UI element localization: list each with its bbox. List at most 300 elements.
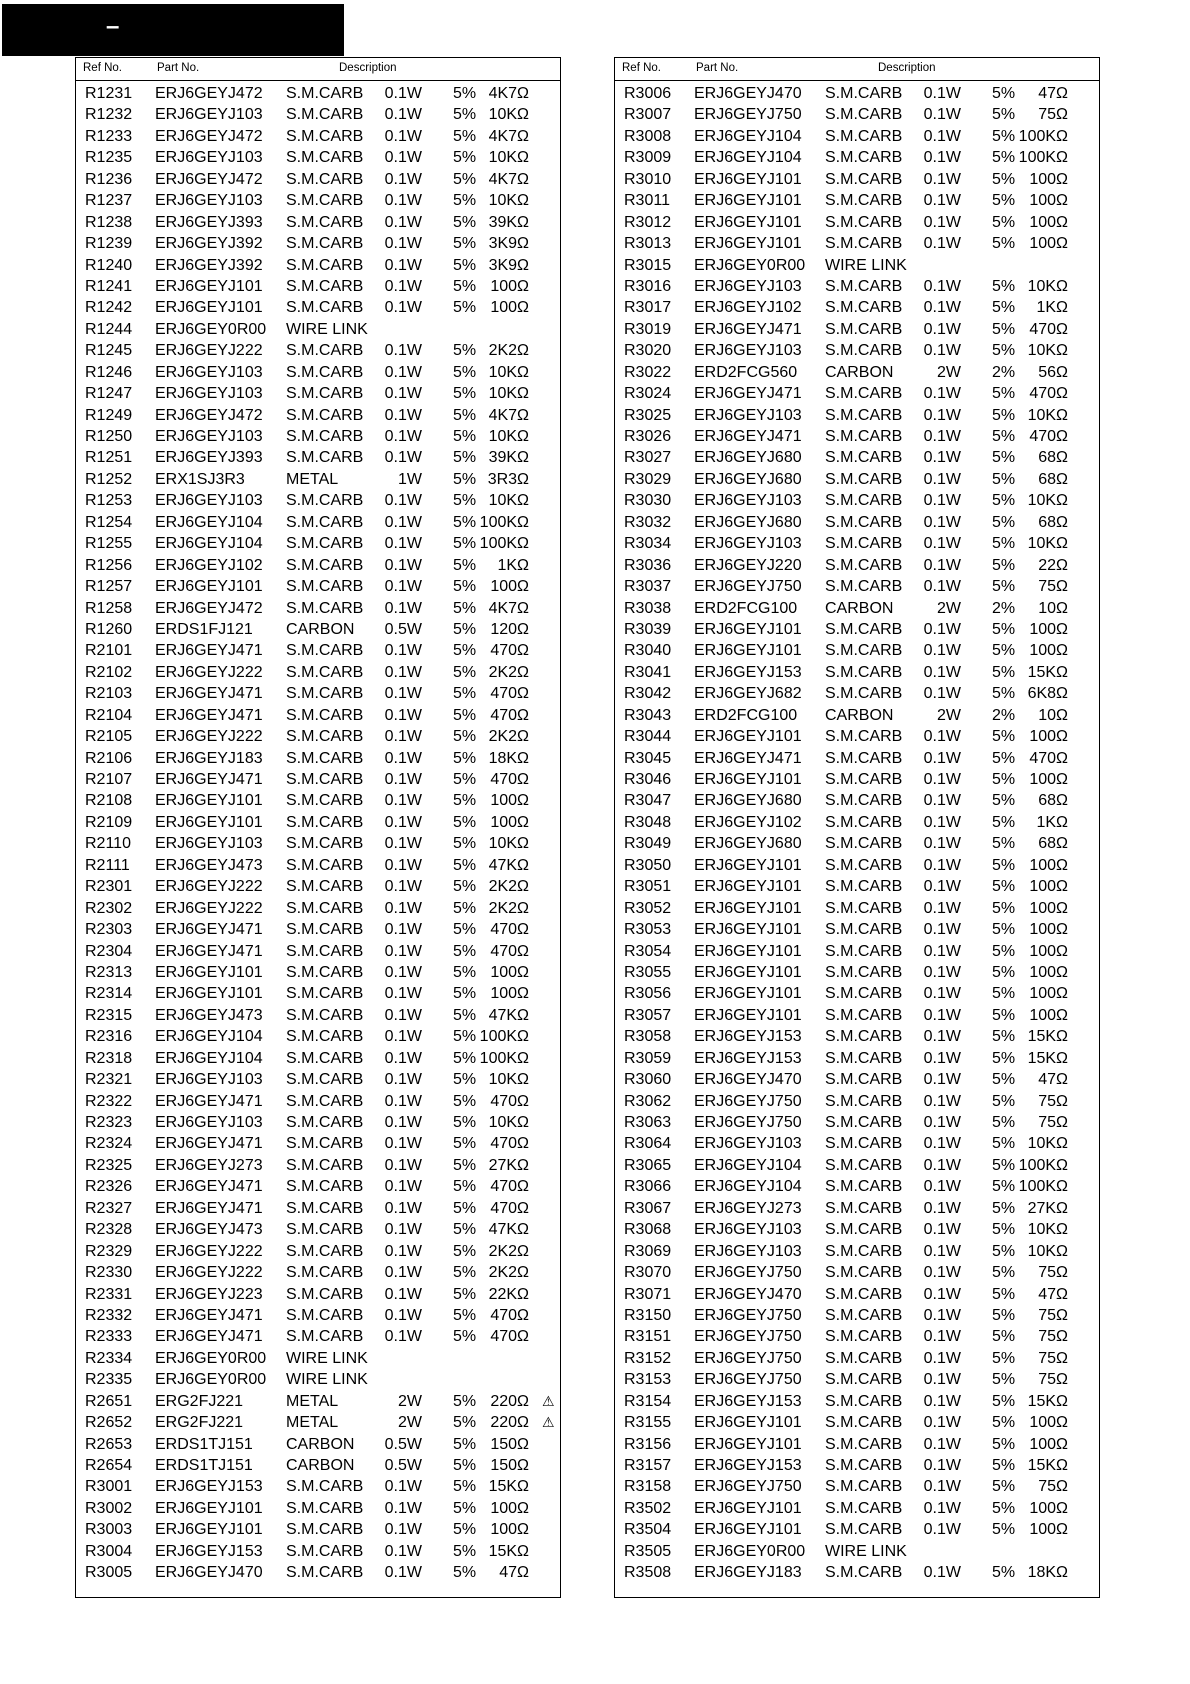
resistance-value: 47Ω [1038, 85, 1068, 102]
table-row [76, 683, 560, 704]
wattage: 0.1W [923, 642, 961, 660]
resistance-value: 470Ω [490, 1328, 529, 1346]
wattage: 0.1W [923, 813, 961, 831]
part-number: ERJ6GEYJ101 [694, 771, 802, 788]
part-number: ERJ6GEYJ750 [694, 1349, 802, 1367]
table-row [615, 619, 1099, 640]
resistance-value: 68Ω [1038, 835, 1068, 853]
ref-number: R2324 [85, 1135, 133, 1153]
tolerance: 5% [453, 835, 477, 853]
column-header-part: Part No. [696, 62, 739, 74]
ref-number: R3051 [624, 878, 672, 896]
resistance-value: 100Ω [490, 277, 529, 295]
table-row [76, 1476, 560, 1497]
wattage: 0.1W [384, 170, 422, 188]
tolerance: 5% [992, 1371, 1016, 1389]
resistor-type: S.M.CARB [825, 342, 903, 360]
tolerance: 5% [992, 921, 1016, 939]
table-row [76, 662, 560, 683]
ref-number: R1254 [85, 513, 133, 531]
table-row [76, 1412, 560, 1433]
tolerance: 5% [453, 771, 477, 788]
rows-container [76, 83, 560, 1584]
resistance-value: 75Ω [1038, 1371, 1068, 1389]
ref-number: R3040 [624, 642, 672, 660]
wattage: 0.1W [384, 899, 422, 917]
part-number: ERJ6GEYJ102 [694, 299, 802, 317]
table-row [76, 126, 560, 147]
ref-number: R3066 [624, 1178, 672, 1196]
tolerance: 5% [453, 985, 477, 1003]
part-number: ERJ6GEYJ471 [155, 1092, 263, 1110]
ref-number: R3047 [624, 792, 672, 810]
tolerance: 5% [453, 235, 477, 253]
wattage: 0.1W [384, 1156, 422, 1174]
ref-number: R1238 [85, 213, 133, 231]
tolerance: 5% [453, 1028, 477, 1046]
resistance-value: 56Ω [1038, 363, 1068, 381]
table-row [615, 1434, 1099, 1455]
ref-number: R2334 [85, 1349, 133, 1367]
tolerance: 5% [453, 792, 477, 810]
tolerance: 5% [992, 1156, 1016, 1174]
table-row [615, 383, 1099, 404]
resistance-value: 10KΩ [488, 1114, 529, 1131]
table-row [615, 812, 1099, 833]
wattage: 0.1W [923, 556, 961, 574]
resistor-type: S.M.CARB [286, 1178, 364, 1196]
resistor-type: S.M.CARB [286, 492, 364, 510]
resistance-value: 1KΩ [1036, 813, 1068, 831]
resistance-value: 100Ω [1029, 878, 1068, 896]
ref-number: R1258 [85, 599, 133, 617]
tolerance: 5% [992, 1414, 1016, 1432]
table-row [76, 1348, 560, 1369]
resistor-type: S.M.CARB [286, 706, 364, 724]
part-number: ERJ6GEYJ472 [155, 406, 263, 424]
resistance-value: 10KΩ [1027, 1242, 1068, 1260]
table-row [615, 533, 1099, 554]
part-number: ERJ6GEY0R00 [155, 1349, 267, 1367]
resistor-type: S.M.CARB [825, 449, 903, 467]
tolerance: 5% [453, 535, 477, 553]
resistance-value: 120Ω [490, 620, 529, 638]
table-row [76, 1541, 560, 1562]
wattage: 0.1W [923, 277, 961, 295]
table-row [76, 1369, 560, 1390]
table-row [76, 233, 560, 254]
resistor-type: S.M.CARB [825, 1564, 903, 1582]
resistor-type: METAL [286, 1414, 339, 1432]
part-number: ERJ6GEYJ153 [155, 1478, 263, 1496]
ref-number: R3152 [624, 1349, 672, 1367]
ref-number: R1237 [85, 192, 133, 210]
resistor-type: S.M.CARB [825, 620, 903, 638]
resistor-type: S.M.CARB [286, 85, 364, 102]
tolerance: 5% [453, 599, 477, 617]
ref-number: R1252 [85, 470, 133, 488]
wattage: 0.1W [384, 1071, 422, 1089]
part-number: ERJ6GEYJ471 [155, 1178, 263, 1196]
ref-number: R3041 [624, 663, 672, 681]
wattage: 0.1W [923, 728, 961, 746]
ref-number: R3022 [624, 363, 672, 381]
resistance-value: 68Ω [1038, 470, 1068, 488]
wattage: 0.1W [923, 235, 961, 253]
resistance-value: 100Ω [490, 985, 529, 1003]
wattage: 0.1W [384, 277, 422, 295]
tolerance: 5% [453, 492, 477, 510]
resistor-type: S.M.CARB [286, 1542, 364, 1560]
ref-number: R3004 [85, 1542, 133, 1560]
wattage: 0.1W [384, 706, 422, 724]
resistor-type: S.M.CARB [286, 256, 364, 274]
table-row [615, 962, 1099, 983]
wattage: 0.1W [923, 492, 961, 510]
resistance-value: 100Ω [1029, 235, 1068, 253]
ref-number: R3505 [624, 1542, 672, 1560]
parts-table-left [75, 57, 561, 1598]
part-number: ERJ6GEYJ101 [155, 299, 263, 317]
ref-number: R3026 [624, 428, 672, 445]
tolerance: 5% [453, 1457, 477, 1474]
resistor-type: S.M.CARB [825, 1414, 903, 1432]
ref-number: R2104 [85, 706, 133, 724]
resistance-value: 10Ω [1038, 706, 1068, 724]
tolerance: 5% [453, 1092, 477, 1110]
resistor-type: S.M.CARB [286, 1114, 364, 1131]
part-number: ERJ6GEYJ473 [155, 1006, 263, 1024]
ref-number: R3063 [624, 1114, 672, 1131]
table-row [615, 1412, 1099, 1433]
resistance-value: 100KΩ [479, 1049, 529, 1067]
tolerance: 5% [453, 363, 477, 381]
wattage: 0.1W [384, 1221, 422, 1239]
wattage: 0.1W [923, 899, 961, 917]
tolerance: 5% [453, 728, 477, 746]
wattage: 0.5W [384, 620, 422, 638]
resistance-value: 27KΩ [1027, 1199, 1068, 1217]
tolerance: 5% [992, 1178, 1016, 1196]
resistor-type: METAL [286, 1392, 339, 1410]
tolerance: 5% [453, 213, 477, 231]
ref-number: R3011 [624, 192, 670, 210]
ref-number: R3032 [624, 513, 672, 531]
tolerance: 5% [453, 1178, 477, 1196]
part-number: ERJ6GEYJ471 [155, 942, 263, 960]
resistance-value: 100Ω [1029, 728, 1068, 746]
resistor-type: S.M.CARB [825, 1435, 903, 1453]
resistance-value: 2K2Ω [488, 342, 529, 360]
resistor-type: S.M.CARB [825, 1178, 903, 1196]
part-number: ERJ6GEYJ471 [694, 385, 802, 403]
wattage: 0.1W [923, 1135, 961, 1153]
resistance-value: 470Ω [1029, 428, 1068, 445]
resistor-type: S.M.CARB [825, 320, 903, 338]
table-row [76, 1176, 560, 1197]
tolerance: 5% [992, 1457, 1016, 1474]
wattage: 0.1W [384, 449, 422, 467]
table-row [76, 1562, 560, 1583]
resistor-type: S.M.CARB [825, 1499, 903, 1517]
table-row [76, 169, 560, 190]
table-row [76, 790, 560, 811]
wattage: 0.1W [384, 813, 422, 831]
resistor-type: S.M.CARB [825, 899, 903, 917]
ref-number: R1244 [85, 320, 133, 338]
wattage: 0.1W [384, 1264, 422, 1282]
ref-number: R2653 [85, 1435, 133, 1453]
table-row [76, 447, 560, 468]
part-number: ERJ6GEYJ153 [694, 1457, 802, 1474]
tolerance: 5% [992, 85, 1016, 102]
resistor-type: WIRE LINK [286, 1349, 368, 1367]
wattage: 0.1W [923, 470, 961, 488]
wattage: 0.1W [384, 642, 422, 660]
wattage: 0.1W [923, 1156, 961, 1174]
table-row [76, 405, 560, 426]
part-number: ERJ6GEYJ750 [694, 578, 802, 596]
resistor-type: S.M.CARB [825, 1049, 903, 1067]
resistance-value: 15KΩ [488, 1542, 529, 1560]
section-title: – [106, 13, 120, 40]
resistance-value: 10KΩ [488, 428, 529, 445]
tolerance: 5% [453, 385, 477, 403]
tolerance: 5% [992, 235, 1016, 253]
ref-number: R2301 [85, 878, 133, 896]
table-row [76, 962, 560, 983]
tolerance: 5% [453, 1328, 477, 1346]
part-number: ERJ6GEYJ101 [694, 856, 802, 874]
resistance-value: 39KΩ [488, 449, 529, 467]
resistor-type: S.M.CARB [286, 1049, 364, 1067]
tolerance: 5% [453, 1564, 477, 1582]
tolerance: 5% [992, 728, 1016, 746]
table-row [76, 1155, 560, 1176]
tolerance: 5% [992, 578, 1016, 596]
wattage: 0.1W [384, 235, 422, 253]
resistance-value: 10KΩ [1027, 492, 1068, 510]
ref-number: R1236 [85, 170, 133, 188]
table-row [76, 212, 560, 233]
table-row [76, 383, 560, 404]
part-number: ERJ6GEYJ680 [694, 792, 802, 810]
ref-number: R3030 [624, 492, 672, 510]
wattage: 0.1W [384, 1028, 422, 1046]
part-number: ERJ6GEYJ103 [694, 1242, 802, 1260]
resistance-value: 100Ω [1029, 213, 1068, 231]
tolerance: 5% [992, 127, 1016, 145]
table-row [76, 1198, 560, 1219]
table-row [76, 319, 560, 340]
part-number: ERJ6GEYJ101 [694, 192, 802, 210]
resistance-value: 100KΩ [1018, 1156, 1068, 1174]
resistor-type: S.M.CARB [286, 1564, 364, 1582]
wattage: 0.1W [384, 1092, 422, 1110]
table-row [615, 104, 1099, 125]
wattage: 0.1W [384, 1521, 422, 1539]
table-row [615, 1476, 1099, 1497]
resistance-value: 2K2Ω [488, 663, 529, 681]
ref-number: R3151 [624, 1328, 672, 1346]
wattage: 0.1W [923, 1221, 961, 1239]
resistance-value: 10KΩ [488, 363, 529, 381]
part-number: ERJ6GEYJ680 [694, 470, 802, 488]
table-row [76, 726, 560, 747]
table-row [76, 490, 560, 511]
parts-table-right [614, 57, 1100, 1598]
table-row [615, 748, 1099, 769]
table-row [76, 1133, 560, 1154]
wattage: 0.1W [923, 878, 961, 896]
resistance-value: 75Ω [1038, 1349, 1068, 1367]
table-row [615, 276, 1099, 297]
wattage: 0.1W [384, 1328, 422, 1346]
table-row [615, 1541, 1099, 1562]
tolerance: 5% [453, 470, 477, 488]
resistor-type: S.M.CARB [825, 728, 903, 746]
wattage: 0.1W [384, 149, 422, 167]
resistance-value: 100Ω [1029, 942, 1068, 960]
wattage: 0.1W [923, 127, 961, 145]
resistor-type: S.M.CARB [825, 1478, 903, 1496]
resistance-value: 4K7Ω [488, 85, 529, 102]
resistance-value: 10KΩ [488, 492, 529, 510]
tolerance: 5% [453, 1264, 477, 1282]
part-number: ERJ6GEYJ103 [694, 492, 802, 510]
table-row [76, 1305, 560, 1326]
part-number: ERJ6GEYJ153 [694, 663, 802, 681]
resistance-value: 220Ω [490, 1392, 529, 1410]
table-row [76, 833, 560, 854]
tolerance: 5% [453, 1414, 477, 1432]
tolerance: 5% [453, 85, 477, 102]
resistor-type: S.M.CARB [286, 835, 364, 853]
ref-number: R3046 [624, 771, 672, 788]
table-row [76, 1262, 560, 1283]
resistor-type: S.M.CARB [286, 277, 364, 295]
tolerance: 5% [992, 406, 1016, 424]
ref-number: R3008 [624, 127, 672, 145]
tolerance: 5% [453, 1199, 477, 1217]
resistance-value: 10KΩ [488, 106, 529, 124]
tolerance: 5% [453, 921, 477, 939]
resistance-value: 150Ω [490, 1435, 529, 1453]
tolerance: 5% [453, 706, 477, 724]
wattage: 2W [937, 599, 961, 617]
resistor-type: S.M.CARB [825, 1328, 903, 1346]
wattage: 0.1W [384, 963, 422, 981]
wattage: 0.1W [923, 620, 961, 638]
resistor-type: S.M.CARB [286, 363, 364, 381]
part-number: ERJ6GEYJ101 [694, 728, 802, 746]
table-row [76, 1519, 560, 1540]
part-number: ERJ6GEYJ222 [155, 899, 263, 917]
wattage: 0.1W [384, 835, 422, 853]
wattage: 0.1W [923, 942, 961, 960]
part-number: ERJ6GEYJ222 [155, 342, 263, 360]
resistance-value: 2K2Ω [488, 878, 529, 896]
tolerance: 5% [992, 642, 1016, 660]
resistor-type: S.M.CARB [286, 1478, 364, 1496]
table-row [76, 190, 560, 211]
resistance-value: 3K9Ω [488, 235, 529, 253]
resistance-value: 4K7Ω [488, 599, 529, 617]
wattage: 0.1W [384, 1114, 422, 1131]
ref-number: R1235 [85, 149, 133, 167]
ref-number: R1245 [85, 342, 133, 360]
part-number: ERJ6GEYJ750 [694, 1478, 802, 1496]
table-row [615, 1069, 1099, 1090]
ref-number: R3059 [624, 1049, 672, 1067]
part-number: ERJ6GEYJ101 [694, 1414, 802, 1432]
wattage: 2W [398, 1414, 422, 1432]
wattage: 0.1W [923, 749, 961, 767]
ref-number: R3053 [624, 921, 672, 939]
resistor-type: S.M.CARB [825, 492, 903, 510]
wattage: 0.1W [384, 1049, 422, 1067]
part-number: ERJ6GEYJ101 [155, 792, 263, 810]
ref-number: R3068 [624, 1221, 672, 1239]
table-row [615, 790, 1099, 811]
resistor-type: S.M.CARB [825, 921, 903, 939]
ref-number: R1249 [85, 406, 133, 424]
resistance-value: 22Ω [1038, 556, 1068, 574]
part-number: ERJ6GEYJ750 [694, 1114, 802, 1131]
part-number: ERJ6GEYJ104 [155, 535, 263, 553]
wattage: 0.1W [384, 1499, 422, 1517]
wattage: 0.1W [384, 856, 422, 874]
table-row [76, 855, 560, 876]
resistor-type: S.M.CARB [286, 1135, 364, 1153]
ref-number: R1242 [85, 299, 133, 317]
tolerance: 5% [453, 620, 477, 638]
resistance-value: 47Ω [499, 1564, 529, 1582]
part-number: ERJ6GEYJ101 [155, 963, 263, 981]
ref-number: R1241 [85, 277, 133, 295]
resistance-value: 100Ω [1029, 985, 1068, 1003]
table-row [76, 83, 560, 104]
safety-warning-icon: ⚠ [542, 1392, 555, 1409]
part-number: ERJ6GEY0R00 [694, 256, 806, 274]
resistance-value: 75Ω [1038, 1264, 1068, 1282]
ref-number: R3009 [624, 149, 672, 167]
resistance-value: 10KΩ [488, 149, 529, 167]
tolerance: 2% [992, 706, 1016, 724]
resistor-type: S.M.CARB [286, 813, 364, 831]
resistor-type: S.M.CARB [825, 856, 903, 874]
table-row [615, 1026, 1099, 1047]
tolerance: 5% [453, 1499, 477, 1517]
tolerance: 5% [453, 749, 477, 767]
wattage: 0.1W [923, 1499, 961, 1517]
wattage: 0.1W [384, 406, 422, 424]
part-number: ERJ6GEYJ103 [155, 192, 263, 210]
wattage: 0.5W [384, 1435, 422, 1453]
table-row [615, 855, 1099, 876]
table-row [615, 169, 1099, 190]
part-number: ERD2FCG100 [694, 706, 798, 724]
table-row [615, 1284, 1099, 1305]
rows-container [615, 83, 1099, 1584]
wattage: 0.1W [384, 599, 422, 617]
tolerance: 5% [992, 428, 1016, 445]
tolerance: 2% [992, 363, 1016, 381]
part-number: ERJ6GEY0R00 [155, 1371, 267, 1389]
part-number: ERJ6GEYJ473 [155, 856, 263, 874]
wattage: 0.1W [923, 513, 961, 531]
resistance-value: 100KΩ [1018, 149, 1068, 167]
